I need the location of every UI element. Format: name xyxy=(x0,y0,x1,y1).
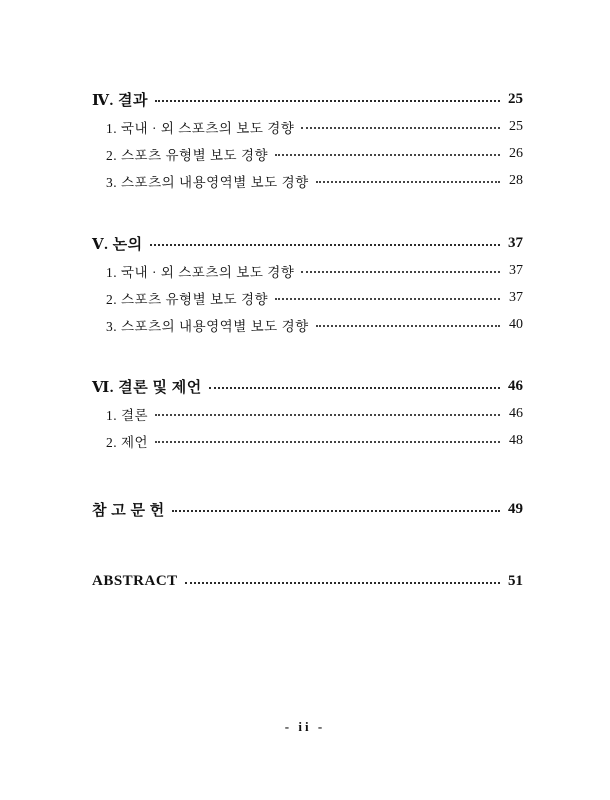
toc-entry-label: 2. 스포츠 유형별 보도 경향 xyxy=(106,291,269,307)
toc-entry-label: 2. 제언 xyxy=(106,434,149,450)
toc-section-page: 37 xyxy=(508,235,523,251)
dot-leader xyxy=(155,414,500,416)
page-number-footer: - ii - xyxy=(284,719,326,734)
toc-heading-row xyxy=(92,496,523,523)
toc-entry-page: 46 xyxy=(509,405,523,421)
toc-item-row xyxy=(92,140,523,167)
dot-leader xyxy=(316,325,500,327)
dot-leader xyxy=(275,298,500,300)
toc-section xyxy=(92,230,523,338)
dot-leader xyxy=(150,244,500,246)
dot-leader xyxy=(172,510,500,512)
dot-leader xyxy=(185,582,500,584)
toc-section-title: Ⅵ. 결론 및 제언 xyxy=(92,380,202,396)
toc-section xyxy=(92,86,523,194)
toc-heading-row xyxy=(92,373,523,400)
dot-leader xyxy=(209,387,500,389)
toc-section-page: 46 xyxy=(508,378,523,394)
toc-item-row xyxy=(92,311,523,338)
toc-entry-page: 25 xyxy=(509,118,523,134)
toc-section-page: 25 xyxy=(508,91,523,107)
toc-entry-page: 28 xyxy=(509,172,523,188)
toc-section-title: ABSTRACT xyxy=(92,573,178,589)
toc-entry-label: 1. 국내 · 외 스포츠의 보도 경향 xyxy=(106,264,295,280)
toc-heading-row xyxy=(92,230,523,257)
toc-item-row xyxy=(92,257,523,284)
toc-entry-page: 37 xyxy=(509,289,523,305)
toc-item-row xyxy=(92,113,523,140)
toc-entry-label: 1. 결론 xyxy=(106,407,149,423)
toc-heading-row xyxy=(92,568,523,595)
dot-leader xyxy=(155,100,500,102)
toc-entry-page: 37 xyxy=(509,262,523,278)
toc-item-row xyxy=(92,400,523,427)
dot-leader xyxy=(316,181,500,183)
dot-leader xyxy=(301,271,500,273)
toc-entry-label: 3. 스포츠의 내용영역별 보도 경향 xyxy=(106,318,309,334)
toc-section-page: 51 xyxy=(508,573,523,589)
toc-section-title: 참 고 문 헌 xyxy=(92,503,165,519)
toc-heading-row xyxy=(92,86,523,113)
dot-leader xyxy=(301,127,500,129)
toc-item-row xyxy=(92,284,523,311)
dot-leader xyxy=(275,154,500,156)
toc-section-title: Ⅴ. 논의 xyxy=(92,237,143,253)
toc-section-title: Ⅳ. 결과 xyxy=(92,93,149,109)
toc-entry-page: 26 xyxy=(509,145,523,161)
toc-section xyxy=(92,568,523,595)
toc-item-row xyxy=(92,427,523,454)
toc-entry-label: 3. 스포츠의 내용영역별 보도 경향 xyxy=(106,174,309,190)
toc-entry-page: 40 xyxy=(509,316,523,332)
table-of-contents xyxy=(92,86,523,595)
toc-section xyxy=(92,496,523,523)
toc-entry-page: 48 xyxy=(509,432,523,448)
toc-entry-label: 2. 스포츠 유형별 보도 경향 xyxy=(106,147,269,163)
toc-item-row xyxy=(92,167,523,194)
toc-section xyxy=(92,373,523,454)
dot-leader xyxy=(155,441,500,443)
toc-section-page: 49 xyxy=(508,501,523,517)
toc-entry-label: 1. 국내 · 외 스포츠의 보도 경향 xyxy=(106,120,295,136)
